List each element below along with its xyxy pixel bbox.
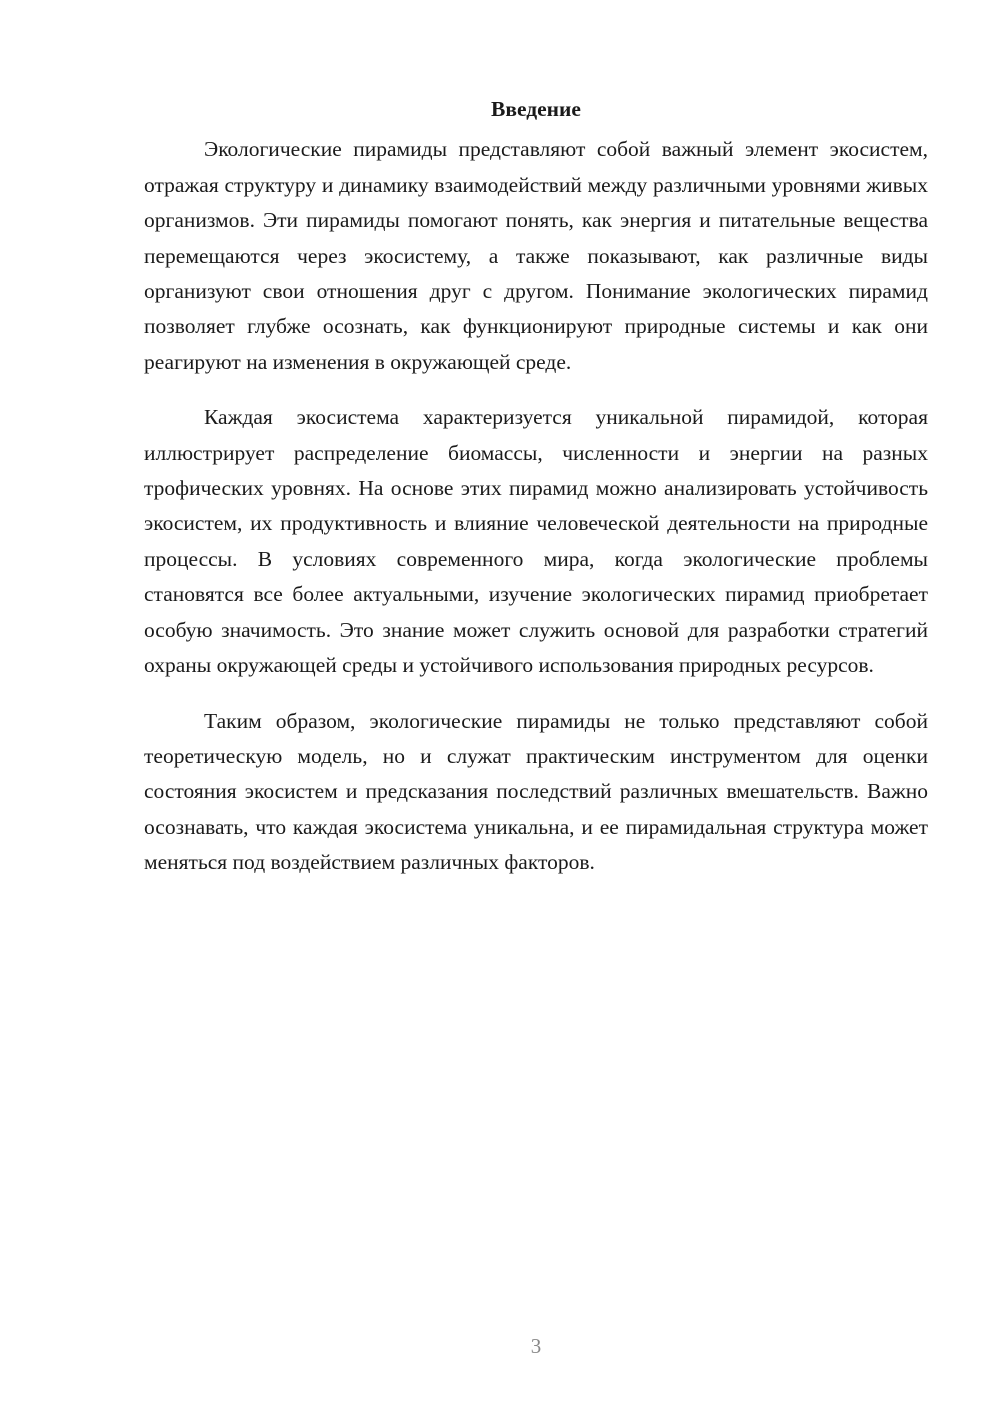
- paragraph-1: Экологические пирамиды представляют собой важный элемент экосистем, отражая структуру и динамику взаимодействий между различными уровнями живых организмов. Эти пирамиды помогают понять, как энергия и питательные вещества перемещаются через экосистему, а также показывают, как различные виды организуют свои отношения друг с другом. Понимание экологических пирамид позволяет глубже осознать, как функционируют природные системы и как они реагируют на изменения в окружающей среде.: [144, 137, 928, 374]
- page-content: [144, 92, 928, 901]
- page-number: 3: [530, 1334, 542, 1358]
- section-title: Введение: [491, 97, 581, 121]
- paragraph-2: Каждая экосистема характеризуется уникальной пирамидой, которая иллюстрирует распределение биомассы, численности и энергии на разных трофических уровнях. На основе этих пирамид можно анализировать устойчивость экосистем, их продуктивность и влияние человеческой деятельности на природные процессы. В условиях современного мира, когда экологические проблемы становятся все более актуальными, изучение экологических пирамид приобретает особую значимость. Это знание может служить основой для разработки стратегий охраны окружающей среды и устойчивого использования природных ресурсов.: [144, 405, 928, 678]
- paragraph-3: Таким образом, экологические пирамиды не только представляют собой теоретическую модель, но и служат практическим инструментом для оценки состояния экосистем и предсказания последствий различных вмешательств. Важно осознавать, что каждая экосистема уникальна, и ее пирамидальная структура может меняться под воздействием различных факторов.: [144, 708, 928, 875]
